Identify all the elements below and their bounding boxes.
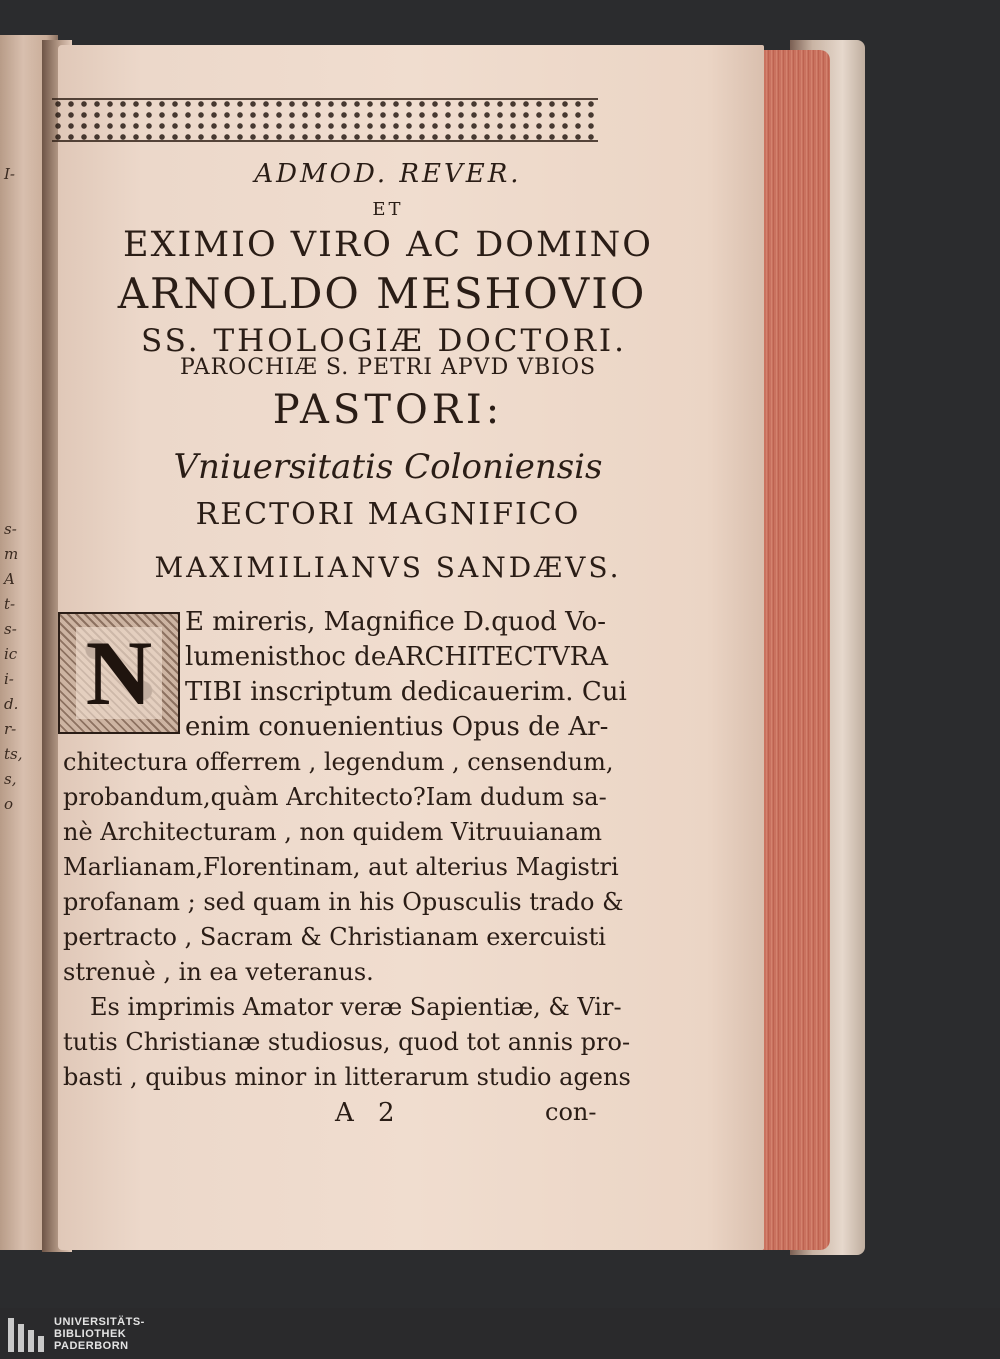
body-line: nè Architecturam , non quidem Vitruuianam: [63, 818, 603, 846]
body-line: probandum,quàm Architecto?Iam dudum sa-: [63, 783, 607, 811]
left-fragment: ic: [4, 645, 18, 663]
heading-admod: ADMOD. REVER.: [254, 159, 522, 189]
heading-pastori: PASTORI:: [272, 387, 504, 433]
logo-line: PADERBORN: [54, 1340, 129, 1352]
left-fragment: r-: [4, 720, 17, 738]
heading-author: MAXIMILIANVS SANDÆVS.: [154, 551, 622, 584]
left-fragment: s-: [4, 520, 17, 538]
body-line: E mireris, Magnifice D.quod Vo-: [185, 607, 606, 637]
left-fragment: t-: [4, 595, 16, 613]
heading-rectori: RECTORI MAGNIFICO: [195, 497, 581, 532]
decorated-initial: [58, 612, 180, 734]
body-line: pertracto , Sacram & Christianam exercuisti: [63, 923, 606, 951]
logo-line: UNIVERSITÄTS-: [54, 1316, 145, 1328]
left-fragment: s-: [4, 620, 17, 638]
body-line: Marlianam,Florentinam, aut alterius Magistri: [63, 853, 619, 881]
logo-line: BIBLIOTHEK: [54, 1328, 127, 1340]
heading-eximio: EXIMIO VIRO AC DOMINO: [123, 225, 653, 265]
heading-parochiae: PAROCHIÆ S. PETRI APVD VBIOS: [179, 355, 597, 380]
body-line: basti , quibus minor in litterarum studio agens: [63, 1063, 631, 1091]
body-line: TIBI inscriptum dedicauerim. Cui: [185, 677, 627, 707]
dropcap-letter: N: [76, 627, 162, 719]
heading-arnoldo: ARNOLDO MESHOVIO: [117, 269, 647, 318]
body-line: chitectura offerrem , legendum , censendum,: [63, 748, 614, 776]
body-line: profanam ; sed quam in his Opusculis trado &: [63, 888, 624, 916]
left-fragment: o: [4, 795, 14, 813]
left-fragment: d.: [4, 695, 19, 713]
left-fragment: I-: [4, 165, 15, 183]
body-line: enim conuenientius Opus de Ar-: [185, 712, 609, 742]
red-page-edges: [760, 50, 830, 1250]
body-line: strenuè , in ea veteranus.: [63, 958, 374, 986]
left-fragment: s,: [4, 770, 17, 788]
library-logo-icon: [8, 1318, 48, 1352]
library-logo-bar: [0, 1308, 1000, 1359]
left-fragment: A: [4, 570, 15, 588]
library-logo-text: [54, 1316, 145, 1352]
left-fragment: ts,: [4, 745, 23, 763]
left-fragment: m: [4, 545, 19, 563]
catchword: con-: [545, 1098, 597, 1126]
heading-et: ET: [372, 199, 404, 220]
signature-mark: A 2: [335, 1098, 403, 1128]
body-line: tutis Christianæ studiosus, quod tot annis pro-: [63, 1028, 631, 1056]
heading-vniuersitatis: Vniuersitatis Coloniensis: [173, 447, 603, 487]
left-fragment: i-: [4, 670, 14, 688]
ornament-band: [52, 98, 598, 142]
heading-thologiae: SS. THOLOGIÆ DOCTORI.: [140, 323, 628, 359]
body-line: Es imprimis Amator veræ Sapientiæ, & Vir-: [90, 993, 622, 1021]
body-line: lumenisthoc deARCHITECTVRA: [185, 642, 609, 672]
